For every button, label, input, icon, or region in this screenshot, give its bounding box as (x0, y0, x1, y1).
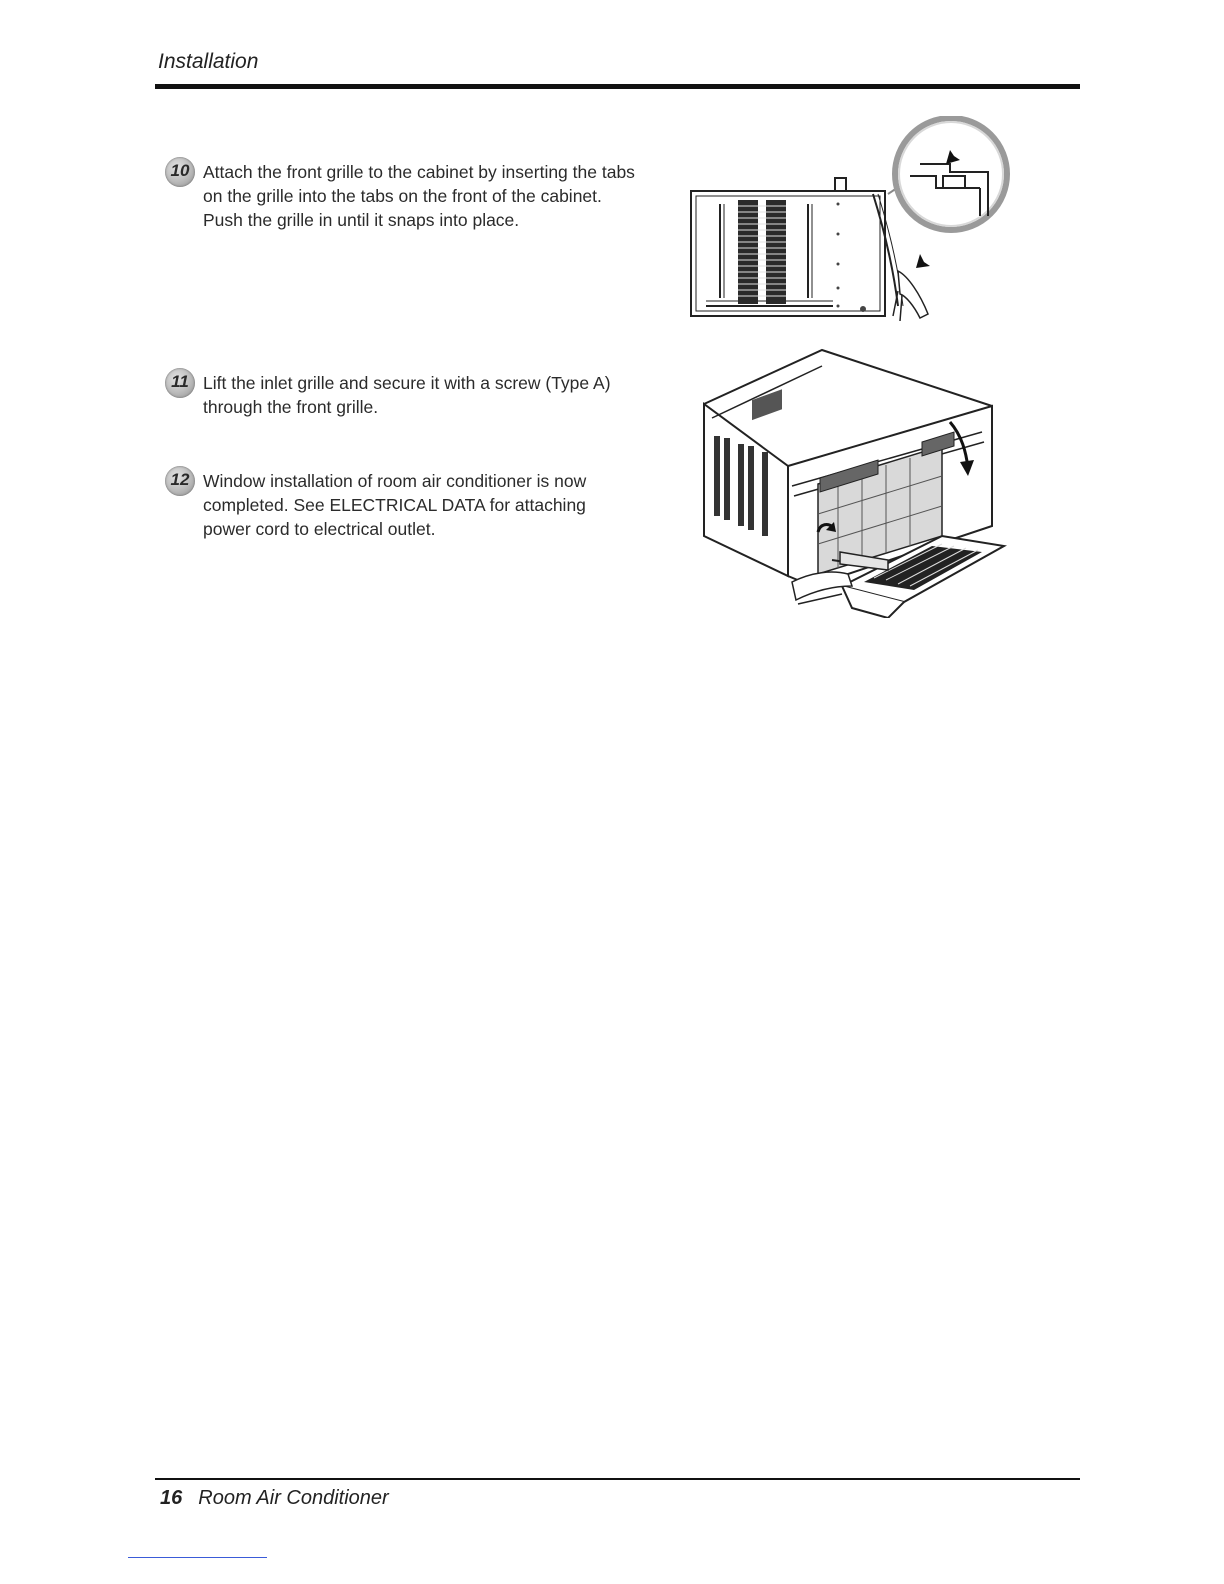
section-title: Installation (158, 50, 259, 73)
page-footer (160, 1487, 389, 1510)
document-title: Room Air Conditioner (198, 1487, 389, 1509)
link-underline (128, 1557, 267, 1558)
step-text: Window installation of room air conditioner is now completed. See ELECTRICAL DATA for attaching power cord to electrical outlet. (203, 471, 587, 539)
step-number: 10 (170, 161, 190, 180)
step-text: Lift the inlet grille and secure it with a screw (Type A) through the front grille. (203, 373, 611, 417)
header-divider (155, 84, 1080, 89)
step-number-badge (165, 368, 195, 398)
step-11 (165, 371, 635, 419)
step-10 (165, 160, 635, 232)
step-12 (165, 469, 635, 541)
step-text: Attach the front grille to the cabinet by inserting the tabs on the grille into the tabs on the front of the cabinet. Push the grille in until it snaps into place. (203, 162, 635, 230)
footer-divider (155, 1478, 1080, 1480)
front-grille-attach-illustration (688, 116, 1024, 328)
step-number: 11 (171, 372, 189, 391)
inlet-grille-screw-illustration (692, 346, 1010, 618)
step-number-badge (165, 466, 195, 496)
step-number-badge (165, 157, 195, 187)
step-number: 12 (170, 470, 190, 489)
page-number: 16 (160, 1487, 183, 1509)
